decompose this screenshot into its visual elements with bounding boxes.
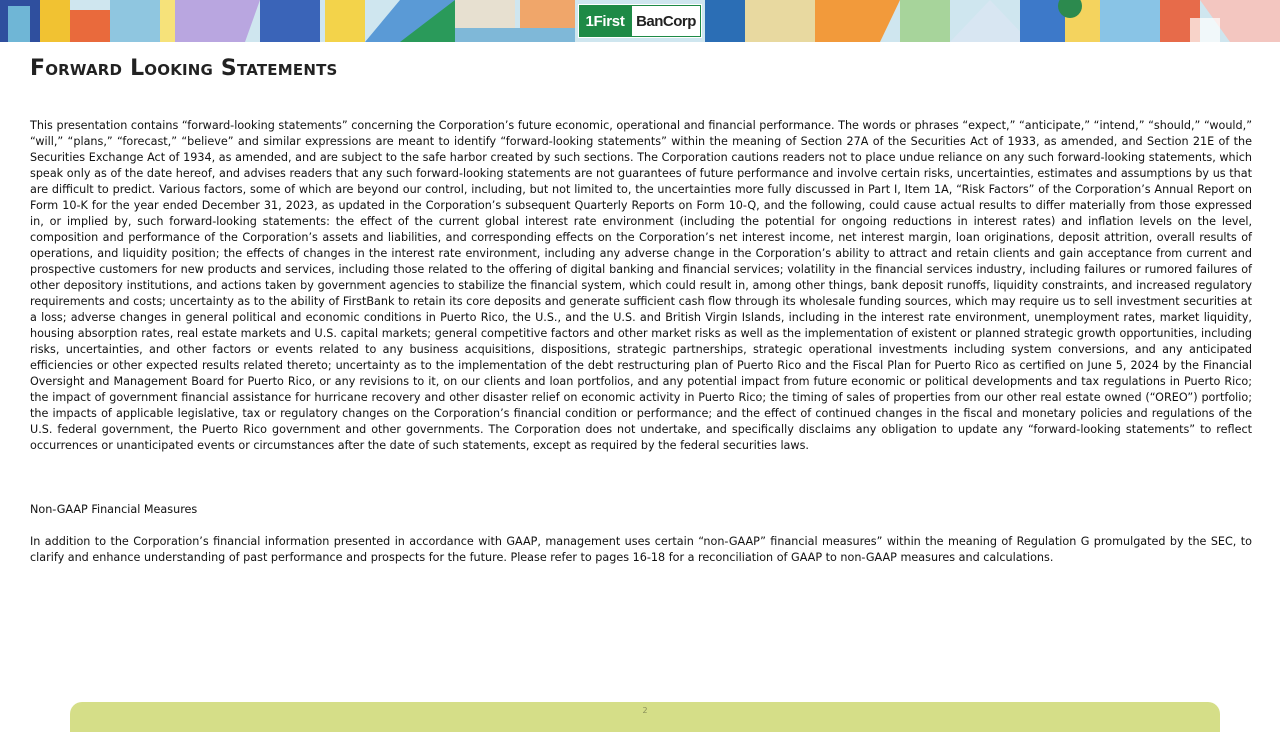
non-gaap-paragraph: In addition to the Corporation’s financial information presented in accordance with GAAP, management uses certain “non-GAAP” financial measures” within the meaning of Regulation G promulgated by the SEC, to clarify and enhance understanding of past performance and prospects for the future. Please refer to pages 16-18 for a reconciliation of GAAP to non-GAAP measures and calculations. (30, 535, 1252, 564)
logo-wordmark: BanCorp (631, 5, 701, 37)
firstbancorp-logo (578, 4, 702, 38)
header-banner-illustration (0, 0, 1280, 42)
forward-looking-paragraph: This presentation contains “forward-looking statements” concerning the Corporation’s future economic, operational and financial performance. The words or phrases “expect,” “anticipate,” “intend,” “should,” “would,” “will,” “plans,” “forecast,” “believe” and similar expressions are meant to identify “forward-looking statements” within the meaning of Section 27A of the Securities Act of 1933, as amended, and Section 21E of the Securities Exchange Act of 1934, as amended, and are subject to the safe harbor created by such sections. The Corporation cautions readers not to place undue reliance on any such forward-looking statements, which speak only as of the date hereof, and advises readers that any such forward-looking statements are not guarantees of future performance and involve certain risks, uncertainties, estimates and assumptions by us that are difficult to predict. Various factors, some of which are beyond our control, including, but not limited to, the uncertainties more fully discussed in Part I, Item 1A, “Risk Factors” of the Corporation’s Annual Report on Form 10-K for the year ended December 31, 2023, as updated in the Corporation’s subsequent Quarterly Reports on Form 10-Q, and the following, could cause actual results to differ materially from those expressed in, or implied by, such forward-looking statements: the effect of the current global interest rate environment (including the potential for ongoing reductions in interest rates) and inflation levels on the level, composition and performance of the Corporation’s assets and liabilities, and corresponding effects on the Corporation’s net interest income, net interest margin, loan originations, deposit attrition, overall results of operations, and liquidity position; the effects of changes in the interest rate environment, including any adverse change in the Corporation’s ability to attract and retain clients and gain acceptance from current and prospective customers for new products and services, including those related to the offering of digital banking and financial services; volatility in the financial services industry, including failures or rumored failures of other depository institutions, and actions taken by government agencies to stabilize the financial system, which could result in, among other things, bank deposit runoffs, liquidity constraints, and increased regulatory requirements and costs; uncertainty as to the ability of FirstBank to retain its core deposits and generate sufficient cash flow through its wholesale funding sources, which may require us to sell investment securities at a loss; adverse changes in general political and economic conditions in Puerto Rico, the U.S., and the U.S. and British Virgin Islands, including in the interest rate environment, unemployment rates, market liquidity, housing absorption rates, real estate markets and U.S. capital markets; general competitive factors and other market risks as well as the implementation of existent or planned strategic growth opportunities, including risks, uncertainties, and other factors or events related to any business acquisitions, dispositions, strategic partnerships, strategic operational investments including system conversions, and any anticipated efficiencies or other expected results related thereto; uncertainty as to the implementation of the debt restructuring plan of Puerto Rico and the Fiscal Plan for Puerto Rico as certified on June 5, 2024 by the Financial Oversight and Management Board for Puerto Rico, or any revisions to it, on our clients and loan portfolios, and any potential impact from future economic or political developments and tax regulations in Puerto Rico; the impact of government financial assistance for hurricane recovery and other disaster relief on economic activity in Puerto Rico; the timing of sales of properties from our other real estate owned (“OREO”) portfolio; the impacts of applicable legislative, tax or regulatory changes on the Corporation’s financial condition or performance; and the effect of continued changes in the fiscal and monetary policies and regulations of the U.S. federal government, the Puerto Rico government and other governments. The Corporation does not undertake, and specifically disclaims any obligation to update any “forward-looking statements” to reflect occurrences or unanticipated events or circumstances after the date of such statements, except as required by the federal securities laws. (30, 119, 1252, 452)
logo-mark: 1First (579, 5, 631, 37)
slide-title: Forward Looking Statements (30, 56, 338, 81)
non-gaap-heading: Non-GAAP Financial Measures (30, 503, 198, 516)
footer-bar (70, 702, 1220, 732)
page-number: 2 (642, 706, 648, 715)
